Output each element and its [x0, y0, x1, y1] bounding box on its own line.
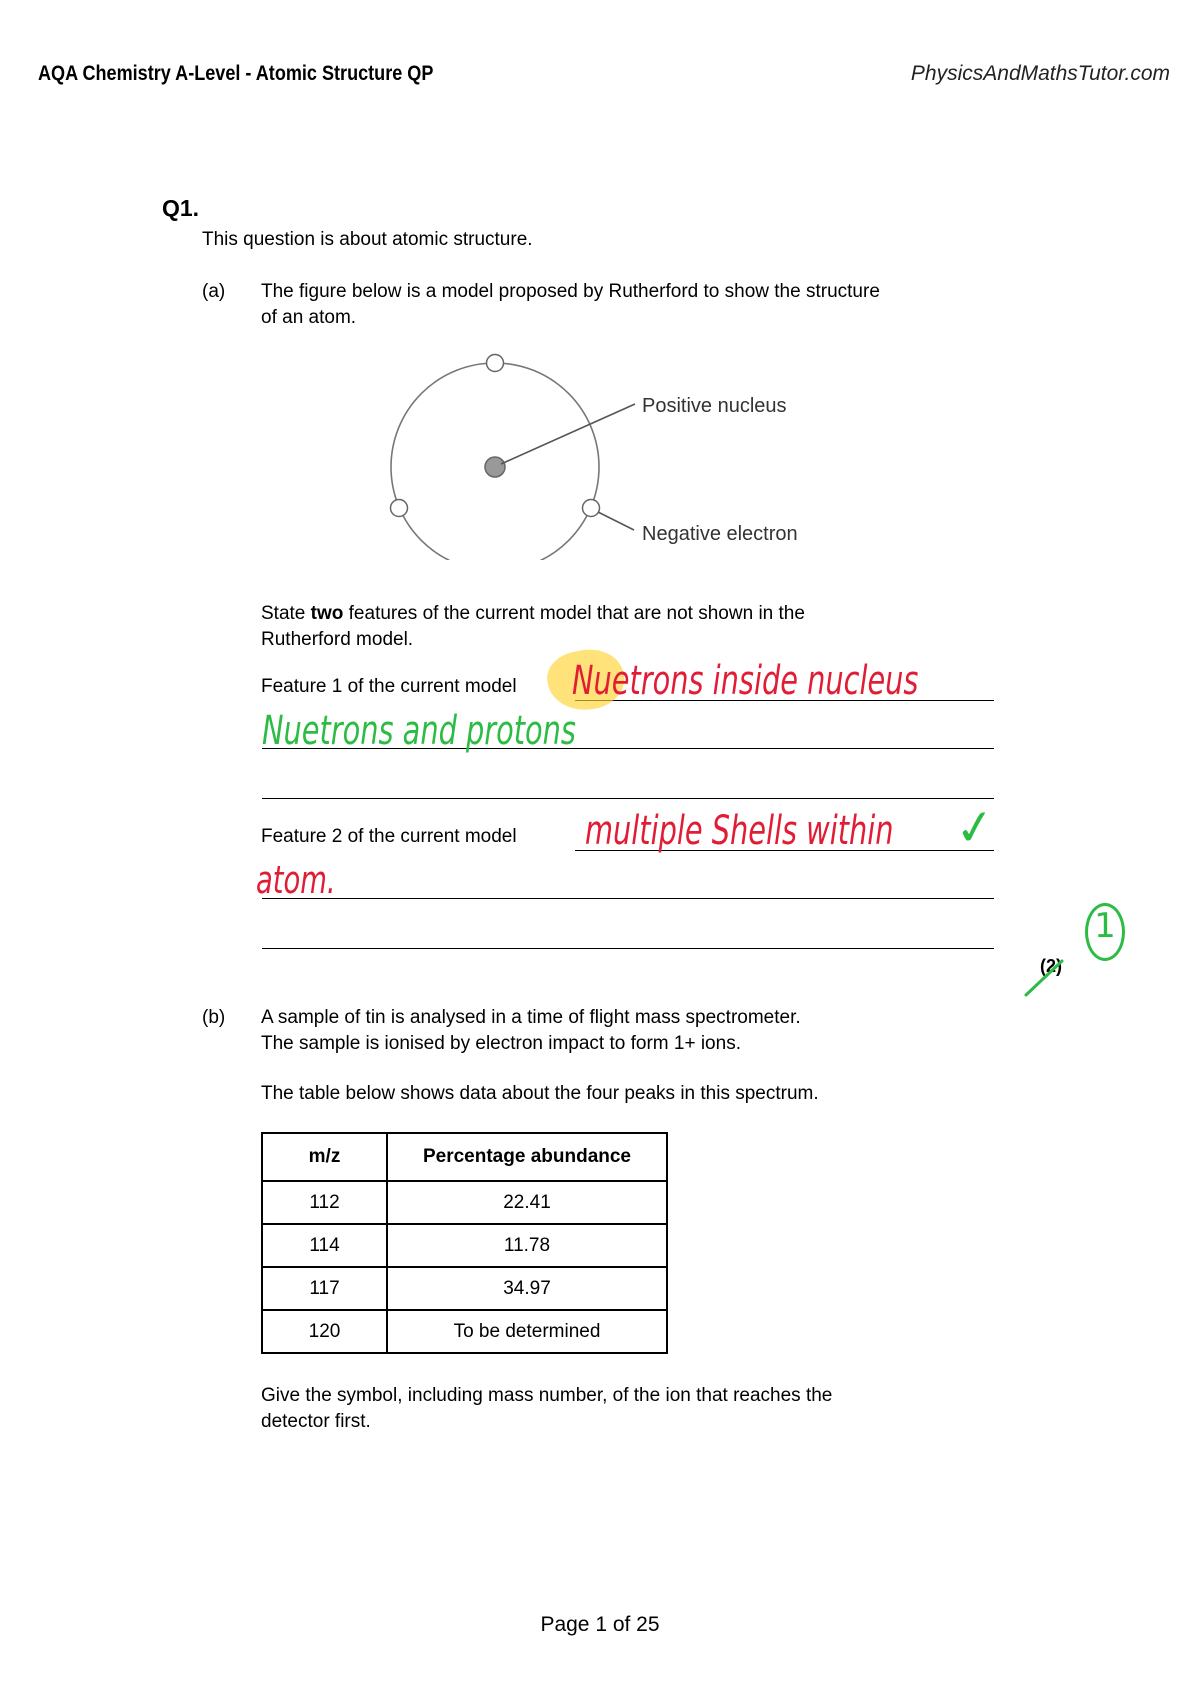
- electron-label: Negative electron: [642, 523, 798, 545]
- answer2-handwriting-line2: atom.: [256, 858, 336, 902]
- part-b-text-line2: The sample is ionised by electron impact to form 1+ ions.: [261, 1033, 741, 1054]
- answer2-handwriting: multiple Shells within: [585, 808, 894, 854]
- prompt-bold: two: [310, 603, 344, 624]
- abundance-table: [261, 1132, 668, 1354]
- table-cell-abundance: 22.41: [387, 1181, 667, 1224]
- question-number: Q1.: [162, 195, 200, 221]
- table-intro: The table below shows data about the four peaks in this spectrum.: [261, 1083, 819, 1104]
- part-a-prompt-line2: Rutherford model.: [261, 629, 414, 650]
- prompt-pre: State: [261, 603, 311, 624]
- part-a-prompt: [261, 600, 805, 627]
- answer1-handwriting: Nuetrons inside nucleus: [572, 658, 919, 704]
- table-row: [262, 1224, 667, 1267]
- document-title: AQA Chemistry A-Level - Atomic Structure QP: [38, 62, 434, 85]
- part-a-label: (a): [202, 281, 226, 302]
- part-b-text-line1: A sample of tin is analysed in a time of flight mass spectrometer.: [261, 1007, 801, 1028]
- table-cell-mz: 114: [262, 1224, 387, 1267]
- electron-right: [583, 500, 600, 517]
- table-header-abundance: Percentage abundance: [387, 1133, 667, 1181]
- electron-left: [391, 500, 408, 517]
- table-header-row: [262, 1133, 667, 1181]
- electron-top: [487, 355, 504, 372]
- feature1-answer-line-3: [262, 798, 994, 799]
- table-cell-mz: 120: [262, 1310, 387, 1353]
- part-b-question-line1: Give the symbol, including mass number, of the ion that reaches the: [261, 1385, 833, 1406]
- score-value: 1: [1094, 906, 1116, 946]
- marks-strikethrough: [1022, 955, 1066, 999]
- feature1-label: Feature 1 of the current model: [261, 676, 517, 697]
- table-header-mz: m/z: [262, 1133, 387, 1181]
- part-a-text-line1: The figure below is a model proposed by Rutherford to show the structure: [261, 281, 880, 302]
- part-a-marks: (2): [1040, 956, 1062, 976]
- part-b-label: (b): [202, 1007, 226, 1028]
- tick-mark: ✓: [951, 799, 999, 858]
- table-cell-abundance: To be determined: [387, 1310, 667, 1353]
- table-cell-mz: 112: [262, 1181, 387, 1224]
- table-cell-abundance: 34.97: [387, 1267, 667, 1310]
- nucleus-label: Positive nucleus: [642, 395, 787, 417]
- answer1-correction-handwriting: Nuetrons and protons: [262, 708, 576, 754]
- rutherford-atom-figure: [380, 350, 840, 560]
- nucleus: [485, 457, 505, 477]
- part-b-question-line2: detector first.: [261, 1411, 371, 1432]
- electron-pointer-line: [598, 512, 634, 530]
- page-number: Page 1 of 25: [540, 1613, 660, 1636]
- feature2-answer-line-3: [262, 948, 994, 949]
- question-intro: This question is about atomic structure.: [202, 229, 533, 250]
- table-cell-mz: 117: [262, 1267, 387, 1310]
- table-row: [262, 1181, 667, 1224]
- table-row: [262, 1310, 667, 1353]
- nucleus-pointer-line: [501, 404, 635, 464]
- table-cell-abundance: 11.78: [387, 1224, 667, 1267]
- site-name: PhysicsAndMathsTutor.com: [910, 62, 1170, 85]
- prompt-post: features of the current model that are not shown in the: [343, 603, 805, 624]
- feature2-label: Feature 2 of the current model: [261, 826, 517, 847]
- feature2-answer-line-2: [262, 898, 994, 899]
- table-row: [262, 1267, 667, 1310]
- part-a-text-line2: of an atom.: [261, 307, 357, 328]
